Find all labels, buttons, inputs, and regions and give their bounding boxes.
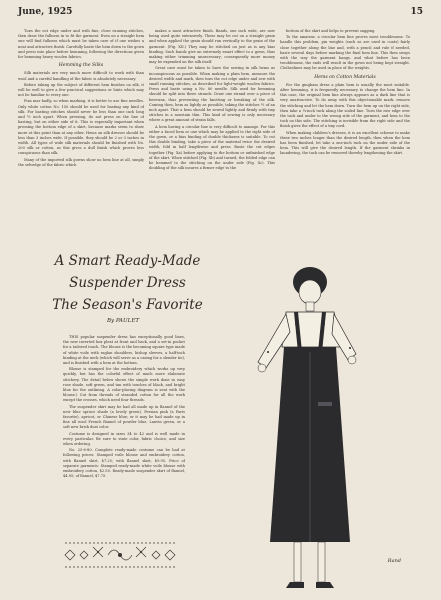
column-3-top bbox=[280, 29, 410, 243]
column-2-top bbox=[149, 29, 275, 243]
artist-signature: Rand bbox=[387, 558, 401, 564]
paragraph: Many of the imported silk gowns show no hem line at all, simply the selvedge of the fabric which bbox=[18, 157, 144, 167]
paragraph: THIS popular suspender dress has exceptionally good lines, the new inverted box pleat at front and back, and a set-in pocket for a tailored touch. The blouse is the becoming square type made of white voile with raglan shoulders, bishop sleeves, a half-inch binding at the neck (which will serve as a casing for a slender tie), and is finished with a hem at the bottom. bbox=[63, 335, 185, 366]
byline: By PAULET bbox=[106, 318, 140, 324]
title-line-3: The Season's Favorite bbox=[52, 297, 203, 313]
paragraph: When making children's dresses, it is an excellent scheme to make these two inches longer than the desired length, then when the hem has been finished, let take a one-inch tuck on the under side of the hem. This will give the desired length. If the garment shrinks in laundering, the tuck can be removed thereby lengthening the skirt. bbox=[280, 130, 410, 156]
paragraph: Blouse is stamped for the embroidery which works up very quickly, but has the colorful effect of much more elaborate stitchery. The detail below shows the simple work done in easy rose shade, soft green, and tan with touches of black, and bright blue for the outlining. A color-placing diagram is sent with the blouse.) Cut from threads of stranded cotton for all the work except the crosses, which need four threads. bbox=[63, 367, 185, 403]
paragraph: A hem having a circular line is very difficult to manage. For this either a faced hem or one which may be applied to the right side of the gown, or a bias binding of double thickness is suitable. To cut this double binding, take a piece of the material twice the desired width, fold in half lengthwise and press. Baste the cut edges together (Fig. Xa) before applying to the bottom or unfinished edge of the skirt. When stitched (Fig. Xb) and turned, the folded edge can be hemmed to the stitching on the under side (Fig. Xc). This doubling of the silk insures a firmer edge to the bbox=[149, 124, 275, 171]
suspender-dress-figure bbox=[238, 252, 408, 597]
page-date: June, 1925 bbox=[18, 7, 73, 17]
paragraph: No. 25-6-80. Complete ready-made costume can be had at following prices: Stamped voile blouse and embroidery cotton, with flannel skirt, $7.25; with flannel skirt, $9.95. Price of separate garments: Stamped ready-made white voile blouse with embroidery cotton, $2.50. Ready-made suspender skirt of flannel, $4.95; of flannel, $7.75. bbox=[63, 448, 185, 479]
article-title bbox=[30, 250, 225, 316]
paragraph: Great care must be taken to have the sewing in silk hems as inconspicuous as possible. When making a plain hem, measure the desired width and mark, then turn the cut edge under and sew with small running stitches, as described for light-weight woolen fabrics. Press and baste using a No. 80 needle. Silk used for hemming should be split into three strands. Draw one strand over a piece of beeswax, thus preventing the knotting or breaking of the silk. Coming then, hem as lightly as possible, taking the stitches ½ of an inch apart. That a hem should be sewed lightly and firmly with tiny stitches in a nonstain thin. This kind of sewing is only necessary where a great amount of strain falls. bbox=[149, 66, 275, 123]
title-line-2: Suspender Dress bbox=[69, 275, 186, 291]
paragraph: To the amateur, a circular hem line proves most troublesome. To handle this problem, pin weights (such as are used in coats) fairly close together along the line and, with a pencil and rule if needed, baste several days before marking the final hem line. This then sways with the way the garment hangs, and what before has been troublesome, the ends will result in the gown not being kept straight. Clotheslines may be used in place of the weights. bbox=[280, 35, 410, 71]
paragraph: Pins mar badly, so when marking, it is better to use fine needles. Only white cotton No. 150 should be used for basting any kind of silk. For basting stitches should never be less than one inch long and ½ inch apart. When pressing, do not press on the line of basting, but on either side of it. This is especially important when pressing the bottom edge of a skirt, because marks seem to show more at this point than at any other. Hems on silk dresses should be less than 3 inches wide. If possible, they should be 2 or 3 inches in width. All types of wide silk materials should be finished with No. 200 silk or cotton, as this gives a dull finish which proves less conspicuous than silk. bbox=[18, 99, 144, 156]
paragraph: bottom of the skirt and helps to prevent sagging. bbox=[286, 29, 376, 33]
title-line-1: A Smart Ready-Made bbox=[54, 253, 201, 269]
paragraph: For the gingham dress a plain hem is usually the most suitable. After hemming, it is frequently necessary to change the hem line. In this case, the original hem line always appears as a dark line that is very unattractive. To do away with this objectionable mark, remove the stitching and let the hem down. Turn the hem up on the right side, then take a ¼-inch tuck along the soiled line. Turn the raw edge over the tuck and under to the wrong side of the garment, and hem to the tuck on this side. The stitching is invisible from the right side and the finish gives the effect of a tiny cord. bbox=[280, 82, 410, 129]
paragraph: The suspender skirt may be had all made up in flannel of the new blue spruce shade (a lovely green), Persian pink (a Paris favorite), apricot, or Chinese blue; or it may be had made up in fine all wool French flannel of powder blue, Lanvin green, or a soft new brick dust color. bbox=[63, 404, 185, 430]
running-head bbox=[18, 7, 423, 23]
paragraph: makes a most attractive finish. Bands, one inch wide, are now being used quite extensively. These may be cut on a straight grain and when applied the grain should run vertically to the grain of the garment. (Fig. XII.) They may be stitched on just as is any bias binding. Such bands give an extremely smart effect to a gown, thus making either trimming unnecessary; consequently more money may be expended on the silk itself. bbox=[149, 29, 275, 65]
paragraph: Before taking up the subject of different hem finishes on silk, it will be well to give a few practical suggestions or hints which may not be familiar to every one. bbox=[18, 82, 144, 98]
column-1-top bbox=[18, 29, 144, 243]
article-body bbox=[63, 335, 185, 497]
page-number: 15 bbox=[410, 7, 423, 17]
section-heading-silks: Hemming the Silks bbox=[58, 63, 104, 69]
embroidery-pattern-icon bbox=[60, 535, 180, 575]
section-heading-cotton: Hems on Cotton Materials bbox=[314, 74, 376, 80]
paragraph: Turn the cut edge under and with fine, close running stitches, then draw the fullness in to fit the garment. Even on a straight hem one will find fullness which must be taken care of if one wishes a neat and attractive finish. Carefully baste the hem down to the gown and press into place before hemming, following the directions given for hemming heavy woolen fabrics. bbox=[18, 29, 144, 60]
paragraph: Silk materials are very much more difficult to work with than wool and a careful handling of the fabric is absolutely necessary. bbox=[18, 71, 144, 81]
paragraph: Costume is designed in sizes 34 to 42 and is well made in every particular. Be sure to state color, fabric choice, and size when ordering. bbox=[63, 431, 185, 447]
